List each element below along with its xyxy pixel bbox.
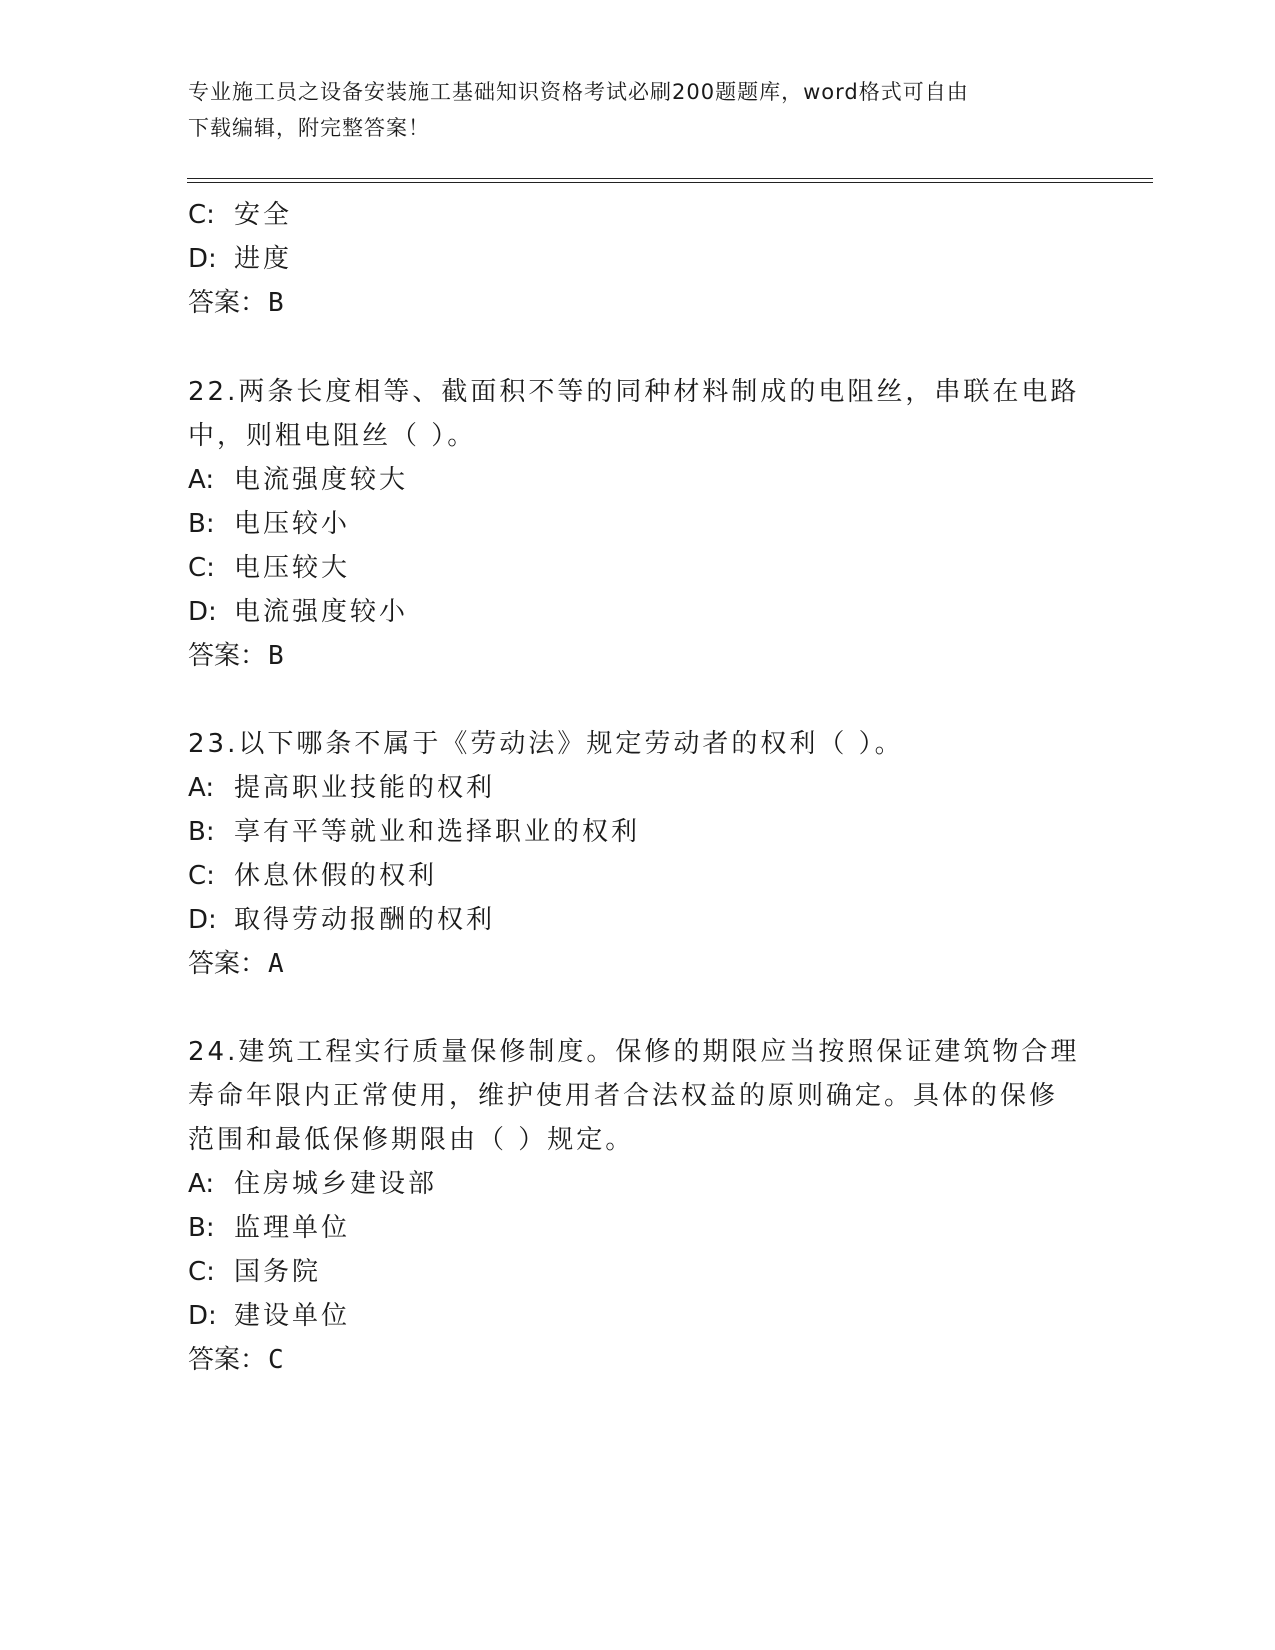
question-24-stem-line-2: 寿命年限内正常使用，维护使用者合法权益的原则确定。具体的保修 [188, 1081, 1059, 1111]
option-letter: C: [188, 553, 215, 583]
question-23-stem: 23.以下哪条不属于《劳动法》规定劳动者的权利（ ）。 [188, 729, 904, 759]
question-22-stem-line-2: 中，则粗电阻丝（ ）。 [188, 421, 477, 451]
option-text: 电压较小 [234, 509, 351, 539]
option-letter: C: [188, 1257, 215, 1287]
option-text: 住房城乡建设部 [234, 1169, 438, 1199]
answer-label: 答案： [188, 288, 267, 318]
option-letter: B: [188, 509, 215, 539]
question-23-option-d [188, 903, 495, 937]
question-22-option-d [188, 595, 408, 629]
answer-label: 答案： [188, 641, 267, 671]
question-24-stem-line-3: 范围和最低保修期限由（ ）规定。 [188, 1125, 635, 1155]
option-text: 电压较大 [234, 553, 351, 583]
option-letter: D: [188, 1301, 217, 1331]
option-letter: A: [188, 773, 215, 803]
option-letter: C: [188, 861, 215, 891]
answer-value: C [268, 1345, 284, 1375]
option-letter: A: [188, 1169, 215, 1199]
option-text: 国务院 [234, 1257, 322, 1287]
option-d [188, 242, 292, 276]
answer-line [188, 286, 284, 320]
option-letter: C: [188, 200, 215, 230]
question-22-option-c [188, 551, 350, 585]
question-22-option-a [188, 463, 408, 497]
option-letter: B: [188, 1213, 215, 1243]
header-title-line-1: 专业施工员之设备安装施工基础知识资格考试必刷200题题库，word格式可自由 [188, 80, 969, 104]
header-divider [187, 178, 1153, 183]
option-text: 安全 [234, 200, 293, 230]
option-letter: B: [188, 817, 215, 847]
option-text: 监理单位 [234, 1213, 351, 1243]
option-text: 休息休假的权利 [234, 861, 438, 891]
option-text: 提高职业技能的权利 [234, 773, 496, 803]
question-23-option-a [188, 771, 495, 805]
question-24-option-d [188, 1299, 350, 1333]
question-22-answer [188, 639, 284, 673]
option-c [188, 198, 292, 232]
question-22-stem-line-1: 22.两条长度相等、截面积不等的同种材料制成的电阻丝，串联在电路 [188, 377, 1080, 407]
answer-value: B [268, 288, 284, 318]
answer-value: B [268, 641, 284, 671]
answer-value: A [268, 949, 284, 979]
answer-label: 答案： [188, 1345, 267, 1375]
option-letter: D: [188, 905, 217, 935]
option-text: 电流强度较大 [234, 465, 409, 495]
answer-label: 答案： [188, 949, 267, 979]
question-24-option-a [188, 1167, 437, 1201]
question-24-option-c [188, 1255, 321, 1289]
header-title-line-2: 下载编辑，附完整答案！ [188, 116, 430, 140]
option-letter: A: [188, 465, 215, 495]
option-text: 享有平等就业和选择职业的权利 [234, 817, 641, 847]
option-letter: D: [188, 597, 217, 627]
option-text: 建设单位 [234, 1301, 351, 1331]
option-text: 进度 [234, 244, 293, 274]
question-22-option-b [188, 507, 350, 541]
option-text: 电流强度较小 [234, 597, 409, 627]
question-23-option-b [188, 815, 640, 849]
page-header [188, 74, 1068, 146]
question-24-stem-line-1: 24.建筑工程实行质量保修制度。保修的期限应当按照保证建筑物合理 [188, 1037, 1080, 1067]
question-24-answer [188, 1343, 284, 1377]
question-23-answer [188, 947, 284, 981]
question-23-option-c [188, 859, 437, 893]
question-24-option-b [188, 1211, 350, 1245]
option-text: 取得劳动报酬的权利 [234, 905, 496, 935]
option-letter: D: [188, 244, 217, 274]
